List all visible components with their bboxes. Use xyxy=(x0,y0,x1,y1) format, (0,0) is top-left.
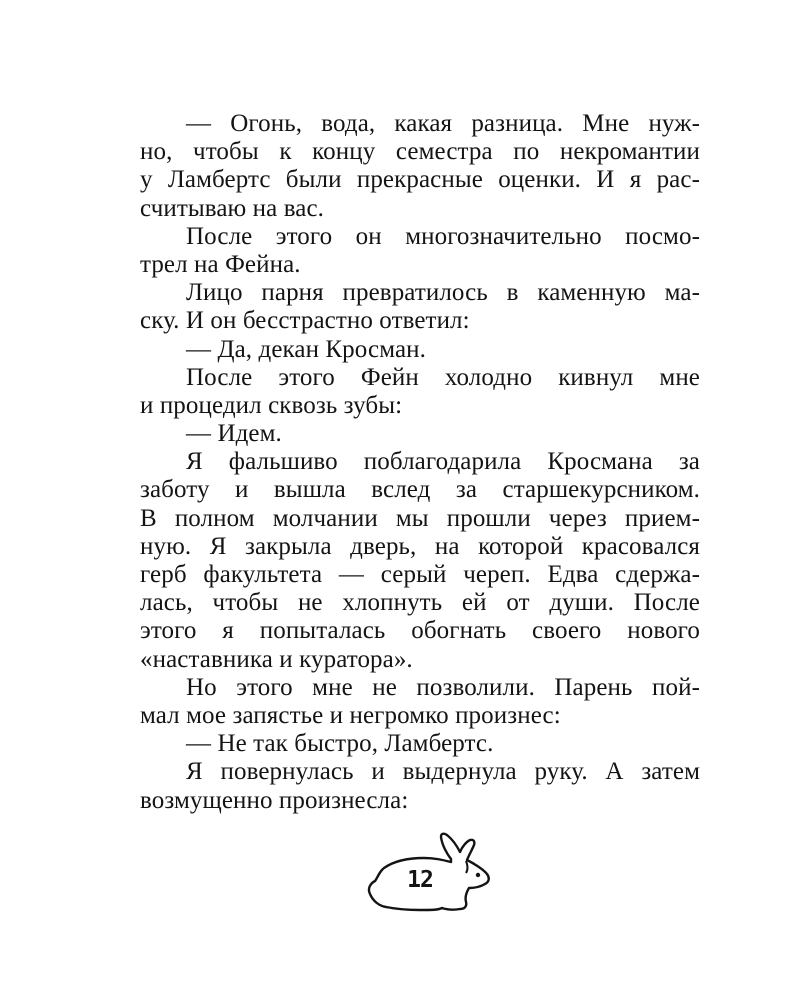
page-number: 12 xyxy=(407,867,433,893)
text-line: В полном молчании мы прошли через прием- xyxy=(140,504,700,532)
text-line: ску. И он бесстрастно ответил: xyxy=(140,307,470,335)
text-line: заботу и вышла вслед за старшекурсником. xyxy=(140,476,700,504)
text-line: Я фальшиво поблагодарила Кросмана за xyxy=(186,448,700,476)
text-line: «наставника и куратора». xyxy=(140,645,413,673)
text-line: — Не так быстро, Ламбертс. xyxy=(186,730,494,758)
text-line: герб факультета — серый череп. Едва сдержа- xyxy=(140,561,700,588)
text-line: — Идем. xyxy=(186,420,282,448)
text-line: — Огонь, вода, какая разница. Мне нуж- xyxy=(186,110,700,137)
text-line: лась, чтобы не хлопнуть ей от души. После xyxy=(140,589,700,617)
text-line: возмущенно произнесла: xyxy=(140,786,409,814)
text-line: трел на Фейна. xyxy=(140,250,301,278)
text-line: Лицо парня превратилось в каменную ма- xyxy=(186,279,700,307)
body-text xyxy=(140,110,700,815)
text-line: этого я попыталась обогнать своего нового xyxy=(140,617,700,645)
text-line: считываю на вас. xyxy=(140,194,325,222)
text-line: ную. Я закрыла дверь, на которой красовался xyxy=(140,532,700,560)
text-line: Но этого мне не позволили. Парень пой- xyxy=(186,673,700,701)
text-line: После этого он многозначительно посмо- xyxy=(186,222,700,250)
text-line: После этого Фейн холодно кивнул мне xyxy=(186,363,700,391)
text-line: Я повернулась и выдернула руку. А затем xyxy=(186,758,700,786)
text-line: мал мое запястье и негромко произнес: xyxy=(140,701,561,729)
page-number-ornament xyxy=(362,830,502,916)
text-line: и процедил сквозь зубы: xyxy=(140,391,403,419)
text-line: но, чтобы к концу семестра по некромантии xyxy=(140,138,700,166)
text-line: — Да, декан Кросман. xyxy=(186,335,426,363)
text-line: у Ламбертс были прекрасные оценки. И я рас- xyxy=(140,166,700,194)
